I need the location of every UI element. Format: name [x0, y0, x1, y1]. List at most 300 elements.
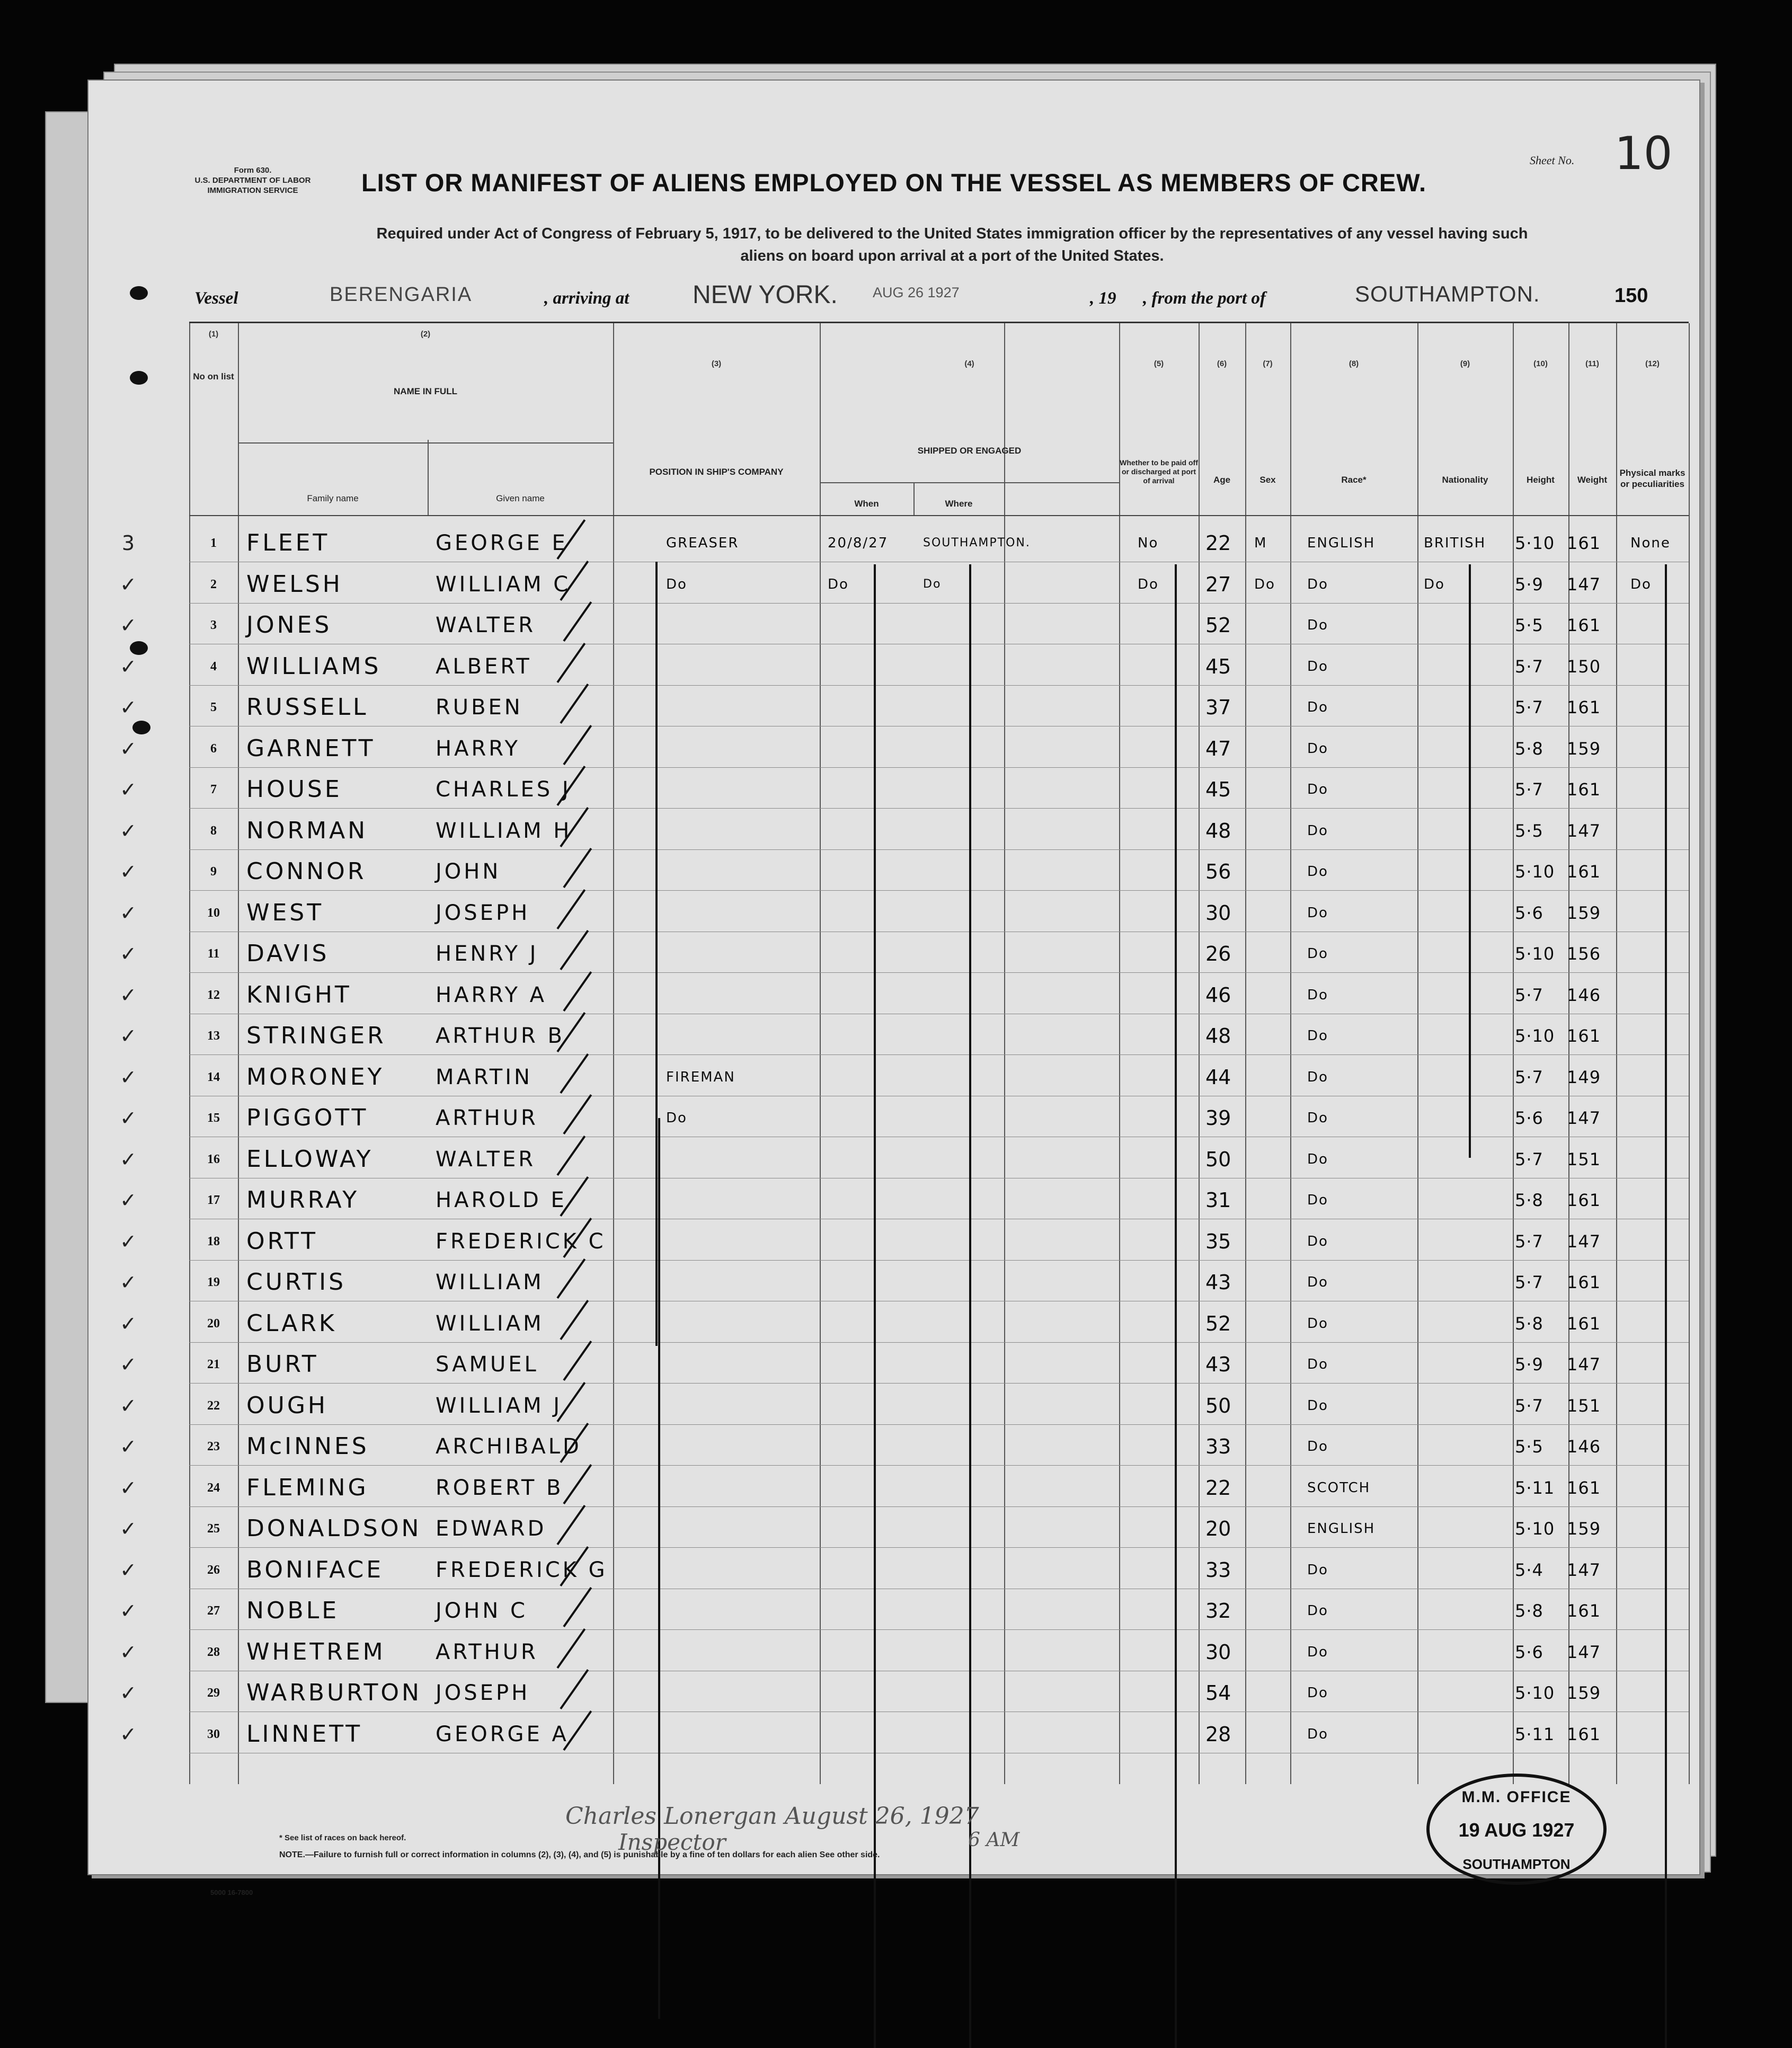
row-rule	[189, 685, 1689, 686]
margin-check-mark: ✓	[120, 1106, 137, 1130]
row-number: 4	[210, 659, 217, 673]
arrival-date-stamp: AUG 26 1927	[873, 285, 960, 300]
given-name: WILLIAM C	[436, 572, 571, 597]
table-row	[120, 935, 1689, 972]
family-name: ORTT	[246, 1227, 318, 1255]
given-name: WILLIAM	[436, 1270, 544, 1295]
race: Do	[1307, 1357, 1328, 1372]
race: Do	[1307, 1685, 1328, 1701]
col-num-11: (11)	[1585, 359, 1599, 368]
margin-check-mark: ✓	[120, 901, 137, 925]
family-name: GARNETT	[246, 734, 376, 762]
manifest-title: LIST OR MANIFEST OF ALIENS EMPLOYED ON THE VESSEL AS MEMBERS OF CREW.	[361, 169, 1427, 197]
header-paid-off: Whether to be paid off or discharged at port of arrival	[1120, 458, 1198, 485]
weight: 161	[1567, 1724, 1601, 1744]
given-name: HENRY J	[436, 942, 539, 966]
row-rule	[189, 849, 1689, 850]
family-name: FLEMING	[246, 1474, 369, 1501]
header-family-name: Family name	[307, 493, 359, 503]
family-name: BONIFACE	[246, 1556, 384, 1583]
race: Do	[1307, 617, 1328, 633]
race: Do	[1307, 782, 1328, 797]
weight: 161	[1567, 615, 1601, 635]
table-row	[120, 1716, 1689, 1753]
given-name: ARTHUR	[436, 1106, 538, 1130]
weight: 161	[1567, 1272, 1601, 1292]
height: 5·5	[1515, 615, 1543, 635]
margin-check-mark: 3	[121, 531, 135, 555]
arriving-label: , arriving at	[544, 289, 629, 308]
height: 5·8	[1515, 1190, 1543, 1210]
height: 5·10	[1515, 944, 1555, 964]
race: ENGLISH	[1307, 535, 1376, 551]
weight: 159	[1567, 1683, 1601, 1703]
race: Do	[1307, 905, 1328, 921]
punch-hole	[130, 371, 148, 385]
family-name: WEST	[246, 899, 324, 926]
table-row	[120, 1510, 1689, 1547]
row-number: 12	[207, 988, 220, 1002]
weight: 161	[1567, 1313, 1601, 1334]
family-name: LINNETT	[246, 1720, 363, 1748]
family-name: BURT	[246, 1351, 319, 1378]
weight: 147	[1567, 1559, 1601, 1580]
list-number: 150	[1614, 285, 1648, 307]
table-row	[120, 1634, 1689, 1671]
margin-check-mark: ✓	[120, 1476, 137, 1500]
age: 37	[1205, 696, 1231, 719]
subtitle-line-1: Required under Act of Congress of February 5, 1917, to be delivered to the United States immigration officer by the representatives of any vessel having such	[376, 225, 1528, 242]
row-number: 25	[207, 1522, 220, 1536]
position: FIREMAN	[666, 1069, 735, 1085]
margin-check-mark: ✓	[120, 1189, 137, 1212]
row-number: 24	[207, 1480, 220, 1495]
height: 5·6	[1515, 1108, 1543, 1128]
table-row	[120, 1346, 1689, 1383]
table-row	[120, 894, 1689, 932]
row-rule	[189, 1465, 1689, 1466]
row-number: 26	[207, 1563, 220, 1577]
given-name: WALTER	[436, 1147, 536, 1172]
family-name: WARBURTON	[246, 1679, 422, 1706]
weight: 161	[1567, 1477, 1601, 1498]
height: 5·8	[1515, 1601, 1543, 1621]
row-number: 20	[207, 1316, 220, 1331]
weight: 147	[1567, 820, 1601, 841]
row-number: 1	[210, 536, 217, 550]
stamp-office: M.M. OFFICE	[1461, 1788, 1572, 1806]
col-num-3: (3)	[711, 359, 722, 368]
name-header-divider	[238, 442, 613, 444]
race: Do	[1307, 1726, 1328, 1742]
margin-check-mark: ✓	[120, 1681, 137, 1705]
family-name: DAVIS	[246, 940, 330, 967]
margin-check-mark: ✓	[120, 778, 137, 801]
row-rule	[189, 808, 1689, 809]
header-no-on-list: No on list	[193, 371, 234, 382]
header-physical-marks: Physical marks or peculiarities	[1619, 468, 1685, 489]
race: Do	[1307, 1192, 1328, 1208]
height: 5·7	[1515, 1272, 1543, 1292]
sheet-number-label: Sheet No.	[1530, 154, 1575, 167]
table-row	[120, 1182, 1689, 1219]
age: 35	[1205, 1229, 1231, 1253]
given-name: ALBERT	[436, 654, 532, 679]
family-name: STRINGER	[246, 1022, 386, 1049]
height: 5·7	[1515, 985, 1543, 1005]
row-rule	[189, 1054, 1689, 1055]
punch-hole	[130, 641, 148, 655]
race: Do	[1307, 822, 1328, 839]
col-num-1: (1)	[208, 330, 219, 339]
margin-check-mark: ✓	[120, 1229, 137, 1253]
header-given-name: Given name	[496, 493, 545, 503]
races-footnote: * See list of races on back hereof.	[279, 1833, 406, 1842]
row-number: 14	[207, 1070, 220, 1084]
ditto-stroke	[655, 562, 658, 1346]
header-sex: Sex	[1259, 475, 1276, 485]
weight: 159	[1567, 1519, 1601, 1539]
age: 44	[1205, 1065, 1231, 1089]
row-rule	[189, 1383, 1689, 1384]
race: Do	[1307, 1151, 1328, 1167]
row-number: 23	[207, 1440, 220, 1453]
table-row	[120, 1551, 1689, 1589]
race: Do	[1307, 1069, 1328, 1085]
vessel-name: BERENGARIA	[330, 283, 473, 306]
row-rule	[189, 603, 1689, 604]
race: Do	[1307, 740, 1328, 757]
race: SCOTCH	[1307, 1479, 1371, 1496]
stamp-place: SOUTHAMPTON	[1462, 1856, 1571, 1872]
family-name: PIGGOTT	[246, 1104, 369, 1131]
family-name: OUGH	[246, 1391, 329, 1419]
age: 52	[1205, 614, 1231, 637]
family-name: DONALDSON	[246, 1515, 422, 1542]
height: 5·10	[1515, 533, 1555, 553]
age: 50	[1205, 1147, 1231, 1171]
weight: 161	[1567, 1026, 1601, 1046]
col-num-6: (6)	[1217, 359, 1227, 368]
age: 50	[1205, 1394, 1231, 1417]
given-name: HARRY A	[436, 982, 547, 1007]
height: 5·7	[1515, 779, 1543, 800]
height: 5·7	[1515, 656, 1543, 677]
given-name: ROBERT B	[436, 1475, 564, 1500]
family-name: NOBLE	[246, 1597, 340, 1624]
year-label: , 19	[1090, 289, 1116, 308]
position: Do	[666, 576, 687, 592]
weight: 161	[1567, 533, 1601, 553]
age: 56	[1205, 860, 1231, 883]
family-name: HOUSE	[246, 776, 342, 803]
margin-check-mark: ✓	[120, 1558, 137, 1582]
margin-check-mark: ✓	[120, 1394, 137, 1417]
height: 5·9	[1515, 574, 1543, 595]
given-name: HAROLD E	[436, 1188, 567, 1212]
header-age: Age	[1213, 475, 1231, 485]
shipped-when: 20/8/27	[828, 535, 889, 551]
height: 5·11	[1515, 1477, 1555, 1498]
age: 22	[1205, 1476, 1231, 1500]
shipped-where: Do	[923, 577, 942, 591]
margin-check-mark: ✓	[120, 572, 137, 596]
row-number: 7	[210, 783, 217, 796]
given-name: RUBEN	[436, 695, 523, 720]
race: Do	[1307, 699, 1328, 715]
table-row	[120, 689, 1689, 726]
row-number: 29	[207, 1686, 220, 1700]
given-name: JOHN	[436, 859, 501, 884]
col-num-10: (10)	[1533, 359, 1548, 368]
weight: 161	[1567, 862, 1601, 882]
row-rule	[189, 890, 1689, 891]
height: 5·7	[1515, 1395, 1543, 1416]
row-number: 8	[210, 823, 217, 838]
given-name: JOSEPH	[436, 1681, 530, 1705]
family-name: ELLOWAY	[246, 1145, 374, 1173]
col-num-4: (4)	[964, 359, 974, 368]
height: 5·7	[1515, 697, 1543, 717]
header-name-in-full: NAME IN FULL	[394, 386, 457, 396]
row-rule	[189, 1629, 1689, 1630]
physical-marks: None	[1630, 535, 1671, 551]
margin-check-mark: ✓	[120, 1311, 137, 1335]
row-number: 5	[210, 701, 217, 714]
table-row	[120, 977, 1689, 1014]
service-name: IMMIGRATION SERVICE	[207, 186, 298, 195]
table-row	[121, 525, 1689, 562]
margin-check-mark: ✓	[120, 614, 137, 637]
arriving-port: NEW YORK.	[693, 281, 838, 309]
weight: 156	[1567, 944, 1601, 964]
weight: 150	[1567, 656, 1601, 677]
weight: 147	[1567, 1231, 1601, 1252]
row-rule	[189, 1547, 1689, 1548]
crew-table	[120, 322, 1689, 1784]
margin-check-mark: ✓	[120, 737, 137, 760]
margin-check-mark: ✓	[120, 1640, 137, 1664]
header-height: Height	[1527, 475, 1555, 485]
given-name: WILLIAM J	[436, 1393, 563, 1418]
table-row	[120, 607, 1689, 644]
age: 45	[1205, 654, 1231, 678]
table-row	[120, 1387, 1689, 1424]
height: 5·7	[1515, 1149, 1543, 1169]
age: 43	[1205, 1353, 1231, 1376]
table-row	[120, 1141, 1689, 1178]
table-row	[120, 648, 1689, 685]
ditto-stroke	[1175, 564, 1177, 2048]
age: 28	[1205, 1722, 1231, 1746]
row-number: 22	[207, 1398, 220, 1413]
race: Do	[1307, 864, 1328, 880]
punch-hole	[132, 721, 150, 734]
row-rule	[189, 1424, 1689, 1425]
row-rule	[189, 972, 1689, 973]
age: 30	[1205, 901, 1231, 925]
col-rule	[1689, 323, 1690, 1784]
shipped-where: SOUTHAMPTON.	[923, 536, 1031, 549]
from-port-label: , from the port of	[1143, 289, 1266, 308]
age: 26	[1205, 942, 1231, 965]
height: 5·6	[1515, 1642, 1543, 1662]
margin-check-mark: ✓	[120, 1599, 137, 1623]
manifest-subtitle	[232, 223, 1673, 267]
subtitle-line-2: aliens on board upon arrival at a port of the United States.	[740, 247, 1164, 264]
margin-check-mark: ✓	[120, 942, 137, 965]
header-nationality: Nationality	[1442, 475, 1488, 485]
ditto-stroke	[1665, 564, 1667, 2048]
form-number: Form 630.	[234, 166, 272, 175]
inspector-signature: Charles Lonergan August 26, 1927	[565, 1803, 979, 1830]
margin-check-mark: ✓	[120, 654, 137, 678]
table-row	[120, 1305, 1689, 1342]
family-name: McINNES	[246, 1433, 369, 1460]
age: 33	[1205, 1435, 1231, 1458]
age: 54	[1205, 1681, 1231, 1705]
row-number: 27	[207, 1604, 220, 1618]
race: Do	[1307, 1397, 1328, 1414]
manifest-sheet	[87, 79, 1700, 1896]
header-bottom-rule	[189, 515, 1689, 516]
age: 30	[1205, 1640, 1231, 1664]
col-num-12: (12)	[1645, 359, 1660, 368]
inspector-title: Inspector	[618, 1829, 726, 1855]
row-rule	[189, 1506, 1689, 1507]
row-number: 28	[207, 1645, 220, 1659]
table-row	[120, 1017, 1689, 1054]
height: 5·8	[1515, 1313, 1543, 1334]
paid-off: No	[1138, 535, 1159, 551]
given-name: CHARLES J	[436, 777, 571, 802]
header-shipped: SHIPPED OR ENGAGED	[917, 446, 1022, 456]
age: 31	[1205, 1189, 1231, 1212]
weight: 147	[1567, 1354, 1601, 1375]
weight: 161	[1567, 1601, 1601, 1621]
col-num-2: (2)	[420, 330, 431, 339]
row-number: 30	[207, 1727, 220, 1741]
given-name: MARTIN	[436, 1065, 533, 1089]
ditto-stroke	[1469, 564, 1471, 1158]
table-row	[120, 1223, 1689, 1260]
row-number: 16	[207, 1152, 220, 1166]
row-rule	[189, 767, 1689, 768]
race: Do	[1307, 576, 1328, 592]
col-num-5: (5)	[1154, 359, 1164, 368]
table-row	[120, 1674, 1689, 1712]
mm-office-stamp	[1426, 1774, 1607, 1885]
height: 5·4	[1515, 1559, 1543, 1580]
family-name: CONNOR	[246, 858, 367, 885]
race: Do	[1307, 1315, 1328, 1332]
margin-check-mark: ✓	[120, 860, 137, 883]
given-name: FREDERICK G	[436, 1557, 608, 1582]
height: 5·9	[1515, 1354, 1543, 1375]
nationality: BRITISH	[1424, 535, 1486, 551]
height: 5·10	[1515, 1683, 1555, 1703]
row-number: 10	[207, 906, 220, 920]
margin-check-mark: ✓	[120, 1722, 137, 1746]
family-name: RUSSELL	[246, 694, 369, 721]
vessel-label: Vessel	[194, 289, 238, 308]
age: 32	[1205, 1599, 1231, 1623]
penalty-note: NOTE.—Failure to furnish full or correct information in columns (2), (3), (4), and (5) is punishable by a fine of ten dollars for each alien See other side.	[279, 1850, 880, 1859]
family-name: MORONEY	[246, 1063, 385, 1091]
margin-check-mark: ✓	[120, 1147, 137, 1171]
col-num-9: (9)	[1460, 359, 1470, 368]
given-name: GEORGE A	[436, 1722, 569, 1746]
row-number: 15	[207, 1111, 220, 1125]
height: 5·5	[1515, 820, 1543, 841]
weight: 151	[1567, 1149, 1601, 1169]
nationality: Do	[1424, 576, 1445, 592]
race: Do	[1307, 1028, 1328, 1044]
position: Do	[666, 1110, 687, 1126]
given-name: WILLIAM	[436, 1311, 544, 1336]
age: 47	[1205, 737, 1231, 760]
shipped-when: Do	[828, 576, 849, 592]
race: Do	[1307, 1644, 1328, 1660]
margin-check-mark: ✓	[120, 1435, 137, 1458]
row-number: 11	[207, 947, 220, 961]
given-name: GEORGE E	[436, 531, 568, 555]
table-row	[120, 1059, 1689, 1096]
weight: 159	[1567, 738, 1601, 759]
sex: Do	[1254, 576, 1275, 592]
table-row	[120, 1100, 1689, 1137]
family-name: WILLIAMS	[246, 652, 382, 680]
row-number: 2	[210, 577, 217, 591]
age: 43	[1205, 1271, 1231, 1294]
weight: 147	[1567, 574, 1601, 595]
height: 5·8	[1515, 738, 1543, 759]
age: 22	[1205, 531, 1231, 555]
table-row	[120, 1592, 1689, 1629]
margin-check-mark: ✓	[120, 983, 137, 1007]
given-name: JOHN C	[436, 1599, 528, 1623]
race: Do	[1307, 1603, 1328, 1619]
given-name: EDWARD	[436, 1517, 547, 1541]
margin-check-mark: ✓	[120, 1024, 137, 1048]
race: Do	[1307, 987, 1328, 1003]
row-number: 21	[207, 1358, 220, 1371]
race: Do	[1307, 1110, 1328, 1126]
col-num-8: (8)	[1349, 359, 1359, 368]
header-when: When	[854, 499, 879, 509]
paid-off: Do	[1138, 576, 1159, 592]
header-weight: Weight	[1577, 475, 1608, 485]
height: 5·7	[1515, 1067, 1543, 1087]
table-row	[120, 566, 1689, 603]
margin-check-mark: ✓	[120, 1271, 137, 1294]
race: Do	[1307, 1562, 1328, 1578]
age: 20	[1205, 1517, 1231, 1540]
department-name: U.S. DEPARTMENT OF LABOR	[194, 176, 311, 185]
race: Do	[1307, 1233, 1328, 1249]
family-name: JONES	[246, 611, 332, 639]
print-code: 5000 16-7800	[210, 1889, 253, 1896]
family-name: CLARK	[246, 1309, 337, 1337]
header-race: Race*	[1341, 475, 1367, 485]
weight: 146	[1567, 985, 1601, 1005]
age: 39	[1205, 1106, 1231, 1130]
family-name: KNIGHT	[246, 981, 352, 1008]
age: 52	[1205, 1311, 1231, 1335]
vessel-line	[88, 279, 1699, 316]
weight: 159	[1567, 902, 1601, 923]
given-name: WALTER	[436, 613, 536, 637]
